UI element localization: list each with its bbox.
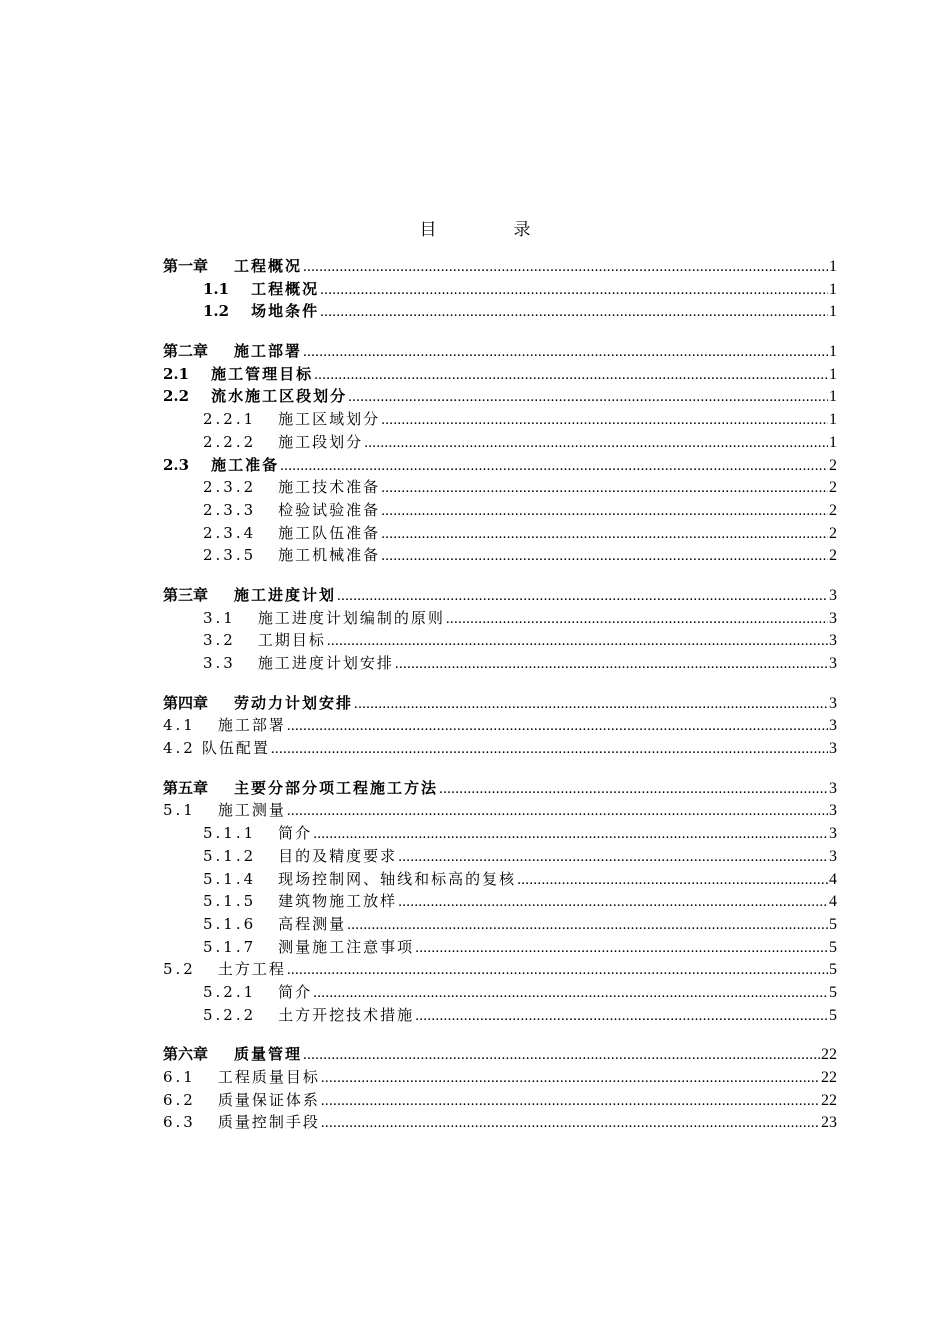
toc-leader-dots — [446, 611, 828, 628]
toc-leader-dots — [415, 940, 828, 957]
toc-entry-title: 质量控制手段 — [217, 1113, 320, 1132]
toc-entry-page: 22 — [821, 1069, 837, 1086]
toc-entry[interactable] — [163, 1066, 837, 1089]
toc-entry-title: 现场控制网、轴线和标高的复核 — [278, 869, 517, 888]
toc-entry-number: 3.1 — [203, 608, 236, 627]
toc-leader-dots — [381, 412, 828, 429]
toc-leader-dots — [398, 849, 828, 866]
toc-entry[interactable] — [163, 363, 837, 386]
toc-entry-page: 1 — [829, 411, 837, 429]
toc-entry[interactable] — [163, 607, 837, 630]
toc-entry-page: 3 — [829, 586, 837, 604]
toc-entry-title: 质量保证体系 — [217, 1090, 320, 1109]
toc-entry-title: 工程概况 — [234, 257, 303, 275]
toc-entry-page: 4 — [829, 870, 837, 888]
toc-entry-number: 第六章 — [163, 1045, 209, 1064]
toc-entry[interactable] — [163, 300, 837, 323]
toc-entry-title: 劳动力计划安排 — [234, 693, 354, 712]
toc-entry-title: 简介 — [278, 824, 313, 843]
toc-leader-dots — [303, 344, 828, 361]
toc-entry-title: 队伍配置 — [201, 739, 270, 758]
toc-entry-page: 5 — [829, 1006, 837, 1024]
toc-entry-number: 1.2 — [203, 302, 230, 321]
toc-leader-dots — [303, 1047, 820, 1064]
toc-entry-page: 2 — [829, 456, 837, 474]
toc-entry-number: 2.3.2 — [203, 478, 257, 497]
toc-entry-page: 3 — [829, 779, 837, 797]
toc-entry[interactable] — [163, 499, 837, 522]
toc-entry-page: 1 — [829, 258, 837, 275]
toc-entry-title: 施工机械准备 — [278, 546, 381, 565]
toc-entry-title: 施工测量 — [217, 801, 286, 820]
toc-leader-dots — [320, 304, 828, 321]
toc-entry-title: 施工管理目标 — [211, 364, 314, 383]
toc-entry-title: 土方工程 — [217, 960, 286, 979]
toc-entry-number: 1.1 — [203, 279, 230, 298]
toc-entry-number: 5.2.2 — [203, 1005, 257, 1024]
toc-entry-number: 2.2 — [163, 387, 190, 406]
toc-entry-page: 3 — [829, 694, 837, 712]
toc-entry-page: 3 — [829, 847, 837, 865]
toc-entry-page: 3 — [829, 655, 837, 672]
toc-entry-title: 简介 — [278, 982, 313, 1001]
toc-entry-number: 第一章 — [163, 257, 209, 275]
toc-entry-page: 4 — [829, 893, 837, 911]
toc-entry[interactable] — [163, 868, 837, 891]
toc-entry-page: 1 — [829, 280, 837, 298]
toc-entry-number: 5.1 — [163, 801, 196, 820]
toc-entry-page: 5 — [829, 983, 837, 1001]
toc-entry-number: 2.2.2 — [203, 432, 257, 451]
toc-entry-title: 工程概况 — [251, 279, 320, 298]
toc-entry-title: 施工部署 — [217, 716, 286, 735]
toc-entry[interactable] — [163, 714, 837, 737]
toc-entry-number: 5.2 — [163, 960, 196, 979]
toc-leader-dots — [287, 962, 828, 979]
toc-entry[interactable] — [163, 454, 837, 477]
toc-entry-page: 22 — [821, 1046, 837, 1064]
toc-entry[interactable] — [163, 692, 837, 715]
toc-entry-page: 1 — [829, 303, 837, 321]
toc-leader-dots — [313, 826, 828, 843]
toc-leader-dots — [517, 872, 828, 889]
toc-entry-page: 1 — [829, 433, 837, 451]
toc-entry-number: 6.2 — [163, 1090, 196, 1109]
toc-entry[interactable] — [163, 737, 837, 760]
toc-entry-page: 5 — [829, 938, 837, 956]
toc-entry-number: 3.2 — [203, 631, 236, 650]
toc-entry-number: 5.1.4 — [203, 869, 257, 888]
toc-entry[interactable] — [163, 799, 837, 822]
toc-entry-title: 施工段划分 — [278, 432, 364, 451]
toc-leader-dots — [381, 480, 828, 497]
toc-leader-dots — [398, 894, 828, 911]
toc-entry-number: 5.1.6 — [203, 914, 257, 933]
toc-entry[interactable] — [163, 822, 837, 845]
toc-entry-title: 施工进度计划 — [234, 585, 337, 604]
toc-entry-page: 3 — [829, 632, 837, 650]
toc-entry-title: 高程测量 — [278, 914, 347, 933]
toc-entry-number: 4.2 — [163, 739, 196, 758]
toc-entry-title: 施工队伍准备 — [278, 523, 381, 542]
toc-leader-dots — [321, 1115, 820, 1132]
toc-entry-number: 第二章 — [163, 342, 209, 361]
toc-leader-dots — [321, 1093, 820, 1110]
toc-entry-page: 23 — [821, 1114, 837, 1132]
toc-entry-page: 2 — [829, 547, 837, 565]
toc-entry[interactable] — [163, 1004, 837, 1027]
toc-entry-title: 测量施工注意事项 — [278, 937, 415, 956]
toc-leader-dots — [314, 367, 828, 384]
toc-entry[interactable] — [163, 936, 837, 959]
toc-entry-number: 2.1 — [163, 364, 190, 383]
toc-entry-page: 2 — [829, 501, 837, 519]
toc-entry-title: 工程质量目标 — [217, 1068, 320, 1086]
toc-entry[interactable] — [163, 476, 837, 499]
toc-leader-dots — [381, 503, 828, 520]
toc-entry-number: 6.3 — [163, 1113, 196, 1132]
toc-entry-page: 22 — [821, 1091, 837, 1109]
toc-entry-page: 3 — [829, 802, 837, 820]
toc-entry-number: 5.1.2 — [203, 846, 257, 865]
toc-leader-dots — [327, 633, 828, 650]
toc-leader-dots — [415, 1008, 828, 1025]
toc-title: 目 录 — [419, 220, 561, 240]
toc-entry-page: 1 — [829, 343, 837, 361]
toc-entry-page: 2 — [829, 479, 837, 497]
toc-leader-dots — [395, 656, 828, 673]
toc-entry-number: 2.3 — [163, 455, 190, 474]
toc-entry-page: 5 — [829, 915, 837, 933]
toc-entry-title: 施工进度计划安排 — [257, 654, 394, 672]
toc-entry[interactable] — [163, 1111, 837, 1134]
toc-entry-page: 3 — [829, 740, 837, 758]
toc-entry-number: 5.1.1 — [203, 824, 257, 843]
toc-leader-dots — [321, 1070, 820, 1087]
toc-entry-page: 3 — [829, 609, 837, 627]
toc-entry[interactable] — [163, 584, 837, 607]
toc-leader-dots — [313, 985, 828, 1002]
toc-entry[interactable] — [163, 890, 837, 913]
toc-entry[interactable] — [163, 629, 837, 652]
toc-entry-number: 5.2.1 — [203, 982, 257, 1001]
toc-entry-number: 2.3.4 — [203, 523, 257, 542]
toc-entry-number: 2.3.5 — [203, 546, 257, 565]
toc-entry-title: 场地条件 — [251, 302, 320, 321]
toc-entry[interactable] — [163, 522, 837, 545]
toc-entry-title: 施工进度计划编制的原则 — [257, 608, 445, 627]
toc-entry-title: 施工准备 — [211, 455, 280, 474]
toc-entry[interactable] — [163, 845, 837, 868]
toc-entry-number: 6.1 — [163, 1068, 196, 1086]
toc-entry-title: 建筑物施工放样 — [278, 892, 398, 911]
toc-entry-page: 3 — [829, 825, 837, 843]
toc-entry-number: 2.2.1 — [203, 410, 257, 429]
toc-leader-dots — [348, 389, 828, 406]
toc-entry-title: 流水施工区段划分 — [211, 387, 348, 406]
toc-entry[interactable] — [163, 278, 837, 301]
toc-entry[interactable] — [163, 255, 837, 278]
toc-entry-title: 质量管理 — [234, 1045, 303, 1064]
toc-entry-number: 5.1.5 — [203, 892, 257, 911]
toc-entry[interactable] — [163, 652, 837, 675]
toc-leader-dots — [320, 282, 828, 299]
toc-entry[interactable] — [163, 1089, 837, 1112]
toc-entry[interactable] — [163, 981, 837, 1004]
toc-entry-title: 土方开挖技术措施 — [278, 1005, 415, 1024]
toc-entry-number: 5.1.7 — [203, 937, 257, 956]
toc-leader-dots — [364, 435, 828, 452]
toc-leader-dots — [354, 696, 828, 713]
table-of-contents — [163, 255, 837, 1134]
toc-entry[interactable] — [163, 544, 837, 567]
toc-entry[interactable] — [163, 913, 837, 936]
toc-leader-dots — [287, 718, 828, 735]
toc-leader-dots — [439, 781, 828, 798]
toc-entry-page: 1 — [829, 388, 837, 406]
toc-leader-dots — [381, 548, 828, 565]
toc-entry-page: 5 — [829, 961, 837, 979]
toc-entry-title: 施工技术准备 — [278, 478, 381, 497]
toc-entry-title: 工期目标 — [257, 631, 326, 650]
toc-leader-dots — [347, 917, 828, 934]
toc-leader-dots — [287, 803, 828, 820]
toc-entry-page: 2 — [829, 524, 837, 542]
toc-entry-title: 施工区域划分 — [278, 410, 381, 429]
toc-entry[interactable] — [163, 1043, 837, 1066]
toc-leader-dots — [303, 259, 828, 276]
toc-entry-number: 第五章 — [163, 778, 209, 797]
toc-entry[interactable] — [163, 958, 837, 981]
toc-entry-number: 4.1 — [163, 716, 196, 735]
toc-leader-dots — [271, 741, 828, 758]
toc-entry-page: 1 — [829, 365, 837, 383]
toc-entry-title: 主要分部分项工程施工方法 — [234, 778, 439, 797]
toc-entry[interactable] — [163, 340, 837, 363]
toc-entry-number: 第三章 — [163, 585, 209, 604]
toc-leader-dots — [381, 526, 828, 543]
toc-entry-title: 目的及精度要求 — [278, 846, 398, 865]
toc-entry-page: 3 — [829, 717, 837, 735]
toc-entry[interactable] — [163, 777, 837, 800]
toc-entry[interactable] — [163, 431, 837, 454]
toc-leader-dots — [337, 588, 828, 605]
toc-leader-dots — [280, 458, 828, 475]
toc-entry-number: 第四章 — [163, 693, 209, 712]
toc-entry[interactable] — [163, 408, 837, 431]
toc-entry-title: 检验试验准备 — [278, 500, 381, 519]
toc-entry[interactable] — [163, 385, 837, 408]
toc-entry-number: 2.3.3 — [203, 500, 257, 519]
toc-entry-title: 施工部署 — [234, 342, 303, 361]
toc-entry-number: 3.3 — [203, 654, 236, 672]
